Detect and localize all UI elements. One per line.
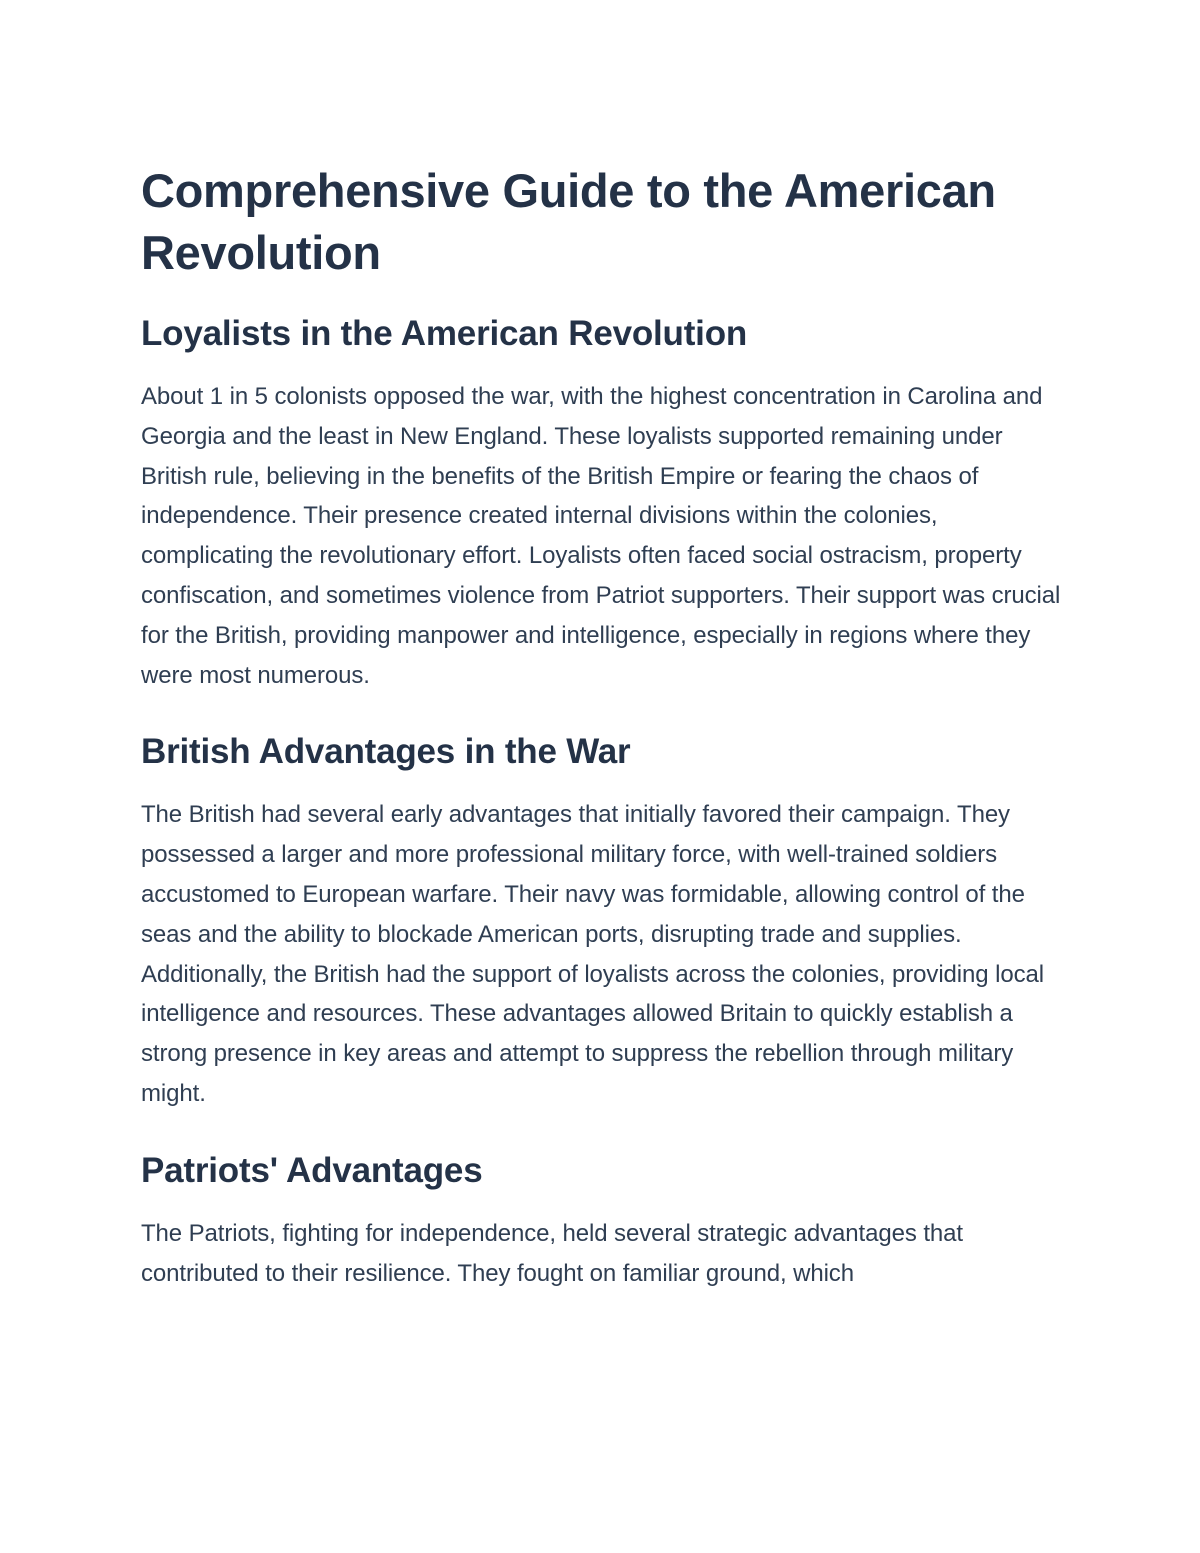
document-title: Comprehensive Guide to the American Revolution: [141, 164, 996, 279]
section-heading: Loyalists in the American Revolution: [141, 314, 748, 353]
section-paragraph: The British had several early advantages that initially favored their campaign. They possessed a larger and more professional military force, with well-trained soldiers accustomed to European warfare. Their navy was formidable, allowing control of the seas and the ability to blockade American ports, disrupting trade and supplies. Additionally, the British had the support of loyalists across the colonies, providing local intelligence and resources. These advantages allowed Britain to quickly establish a strong presence in key areas and attempt to suppress the rebellion through military might.: [141, 801, 1044, 1107]
section-british-advantages: [141, 731, 1071, 1113]
section-paragraph: About 1 in 5 colonists opposed the war, with the highest concentration in Carolina and Georgia and the least in New England. These loyalists supported remaining under British rule, believing in the benefits of the British Empire or fearing the chaos of independence. Their presence created internal divisions within the colonies, complicating the revolutionary effort. Loyalists often faced social ostracism, property confiscation, and sometimes violence from Patriot supporters. Their support was crucial for the British, providing manpower and intelligence, especially in regions where they were most numerous.: [141, 383, 1061, 689]
section-heading: Patriots' Advantages: [141, 1150, 483, 1190]
section-paragraph: The Patriots, fighting for independence, held several strategic advantages that contributed to their resilience. They fought on familiar ground, which: [141, 1219, 963, 1287]
document-page: [141, 160, 1071, 1293]
section-loyalists: [141, 313, 1071, 695]
section-heading: British Advantages in the War: [141, 732, 631, 772]
section-patriots-advantages: [141, 1150, 1071, 1294]
